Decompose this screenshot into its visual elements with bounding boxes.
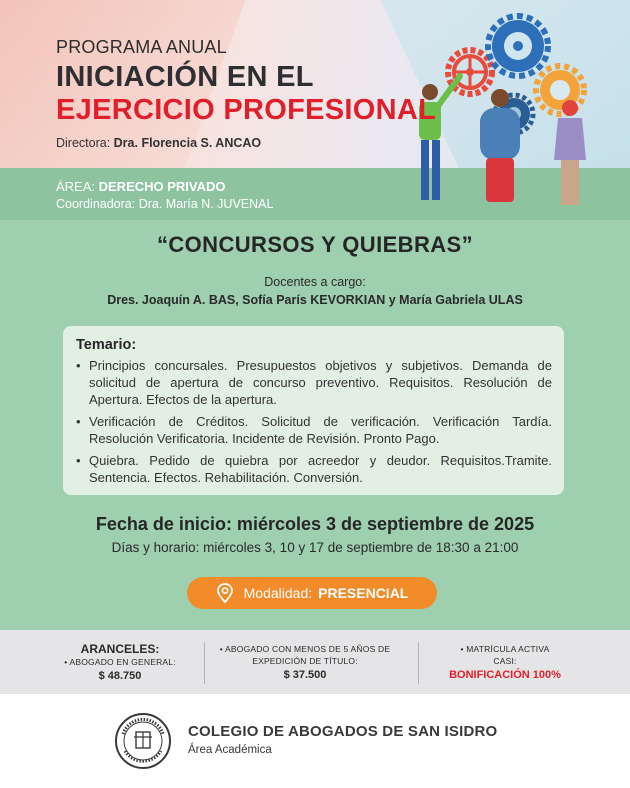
modalidad-badge [187,577,437,609]
area [56,179,226,194]
arancel-casi [430,630,580,694]
temario-title: Temario: [76,337,137,353]
aranceles-title: ARANCELES: [80,642,160,656]
arancel-general [40,630,200,694]
arancel-casi-benefit: BONIFICACIÓN 100% [449,669,561,681]
arancel-young-label-2: EXPEDICIÓN DE TÍTULO: [252,656,358,666]
list-item: • Quiebra. Pedido de quiebra por acreedor y deudor. Requisitos.Tramite. Sentencia. Efectos. Rehabilitación. Conversión. [76,452,552,486]
list-item: • Verificación de Créditos. Solicitud de verificación. Verificación Tardía. Resolución Verificatoria. Incidente de Revisión. Pronto Pago. [76,413,552,447]
institution-name: COLEGIO DE ABOGADOS DE SAN ISIDRO [188,723,498,740]
director-prefix: Directora: [56,136,114,150]
list-item: • Principios concursales. Presupuestos objetivos y subjetivos. Demanda de solicitud de apertura de concurso preventivo. Requisitos. Resolución de Apertura. Efectos de la apertura. [76,357,552,408]
department-name: Área Académica [188,744,272,756]
modalidad-value: PRESENCIAL [318,585,409,601]
arancel-young [205,630,405,694]
aranceles-band [0,630,630,694]
arancel-casi-label: • MATRÍCULA ACTIVA [460,644,550,654]
director [56,136,261,150]
arancel-general-label: • ABOGADO EN GENERAL: [64,657,176,667]
schedule-days: Días y horario: miércoles 3, 10 y 17 de septiembre de 18:30 a 21:00 [111,540,519,555]
arancel-general-price: $ 48.750 [98,670,142,682]
arancel-casi-label-2: CASI: [493,656,517,666]
docentes-names: Dres. Joaquín A. BAS, Sofía París KEVORKIAN y María Gabriela ULAS [107,293,523,307]
seal-logo-icon [114,712,172,770]
program-label: PROGRAMA ANUAL [56,37,227,57]
start-date: Fecha de inicio: miércoles 3 de septiembre de 2025 [95,514,535,534]
arancel-young-label: • ABOGADO CON MENOS DE 5 AÑOS DE [219,644,391,654]
gear-icon [488,16,548,76]
docentes-label: Docentes a cargo: [264,275,366,289]
page-title: INICIACIÓN EN EL [56,61,314,93]
divider [418,642,419,684]
page-title-highlight: EJERCICIO PROFESIONAL [56,94,437,126]
coordinator: Coordinadora: Dra. María N. JUVENAL [56,197,274,211]
course-title: “CONCURSOS Y QUIEBRAS” [156,232,474,257]
modalidad-prefix: Modalidad: [243,585,313,601]
footer [0,694,630,788]
area-prefix: ÁREA: [56,179,99,194]
temario-list [76,357,552,486]
arancel-young-price: $ 37.500 [283,669,327,681]
area-name: DERECHO PRIVADO [98,179,226,194]
director-name: Dra. Florencia S. ANCAO [113,136,262,150]
temario-box [63,326,564,495]
location-pin-icon [216,583,234,603]
